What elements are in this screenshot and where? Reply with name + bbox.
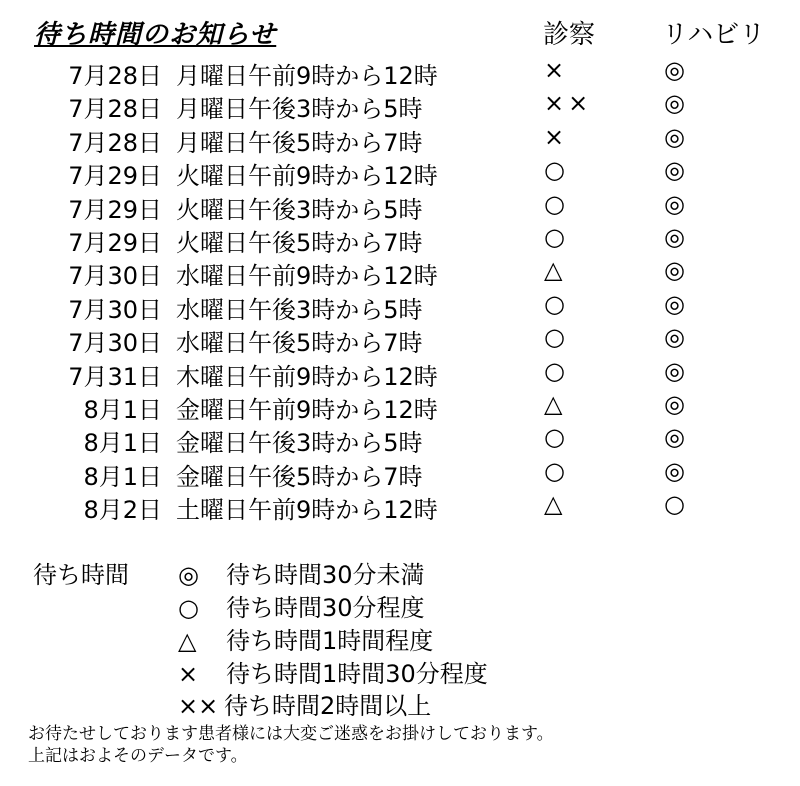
legend-item — [178, 555, 425, 590]
row-exam-status: ○ — [544, 222, 569, 251]
row-rehab-status: ◎ — [664, 156, 685, 185]
legend-item — [178, 686, 431, 721]
table-row — [0, 88, 800, 124]
legend-label: 待ち時間 — [33, 561, 129, 589]
legend-symbol: × — [178, 660, 199, 688]
row-rehab-status: ◎ — [664, 289, 685, 318]
row-time-slot: 月曜日午後3時から5時 — [176, 95, 423, 124]
row-time-slot: 木曜日午前9時から12時 — [176, 362, 438, 391]
column-header-exam: 診察 — [543, 20, 596, 50]
row-exam-status: ○ — [544, 323, 569, 352]
row-time-slot: 月曜日午後5時から7時 — [176, 128, 423, 157]
row-date: 7月30日 — [68, 329, 162, 358]
row-rehab-status: ◎ — [664, 423, 685, 452]
table-row — [0, 356, 800, 389]
row-date: 7月28日 — [68, 95, 162, 124]
row-time-slot: 月曜日午前9時から12時 — [176, 62, 438, 90]
table-row — [0, 489, 800, 525]
row-date: 7月29日 — [68, 162, 162, 191]
row-exam-status: × — [544, 122, 569, 151]
row-time-slot: 金曜日午前9時から12時 — [176, 395, 438, 424]
page-title: 待ち時間のお知らせ — [34, 20, 277, 50]
legend-item — [178, 588, 425, 623]
row-rehab-status: ◎ — [664, 456, 685, 485]
row-time-slot: 火曜日午後5時から7時 — [176, 228, 423, 257]
table-row — [0, 55, 800, 88]
row-date: 7月29日 — [68, 195, 162, 224]
row-rehab-status: ○ — [664, 490, 685, 519]
row-rehab-status: ◎ — [664, 323, 685, 352]
legend-text: 待ち時間30分程度 — [226, 594, 425, 622]
legend-text: 待ち時間1時間30分程度 — [226, 660, 488, 688]
table-row — [0, 322, 800, 358]
row-time-slot: 火曜日午前9時から12時 — [176, 162, 438, 191]
table-row — [0, 456, 800, 489]
row-date: 8月2日 — [83, 496, 162, 525]
table-row — [0, 155, 800, 191]
row-exam-status: ○ — [544, 156, 569, 185]
row-exam-status: ○ — [544, 289, 569, 318]
row-exam-status: △ — [544, 389, 567, 418]
row-time-slot: 水曜日午前9時から12時 — [176, 262, 438, 291]
row-exam-status: ×× — [544, 89, 593, 118]
schedule-table — [0, 55, 800, 525]
table-row — [0, 189, 800, 222]
row-time-slot: 水曜日午後5時から7時 — [176, 329, 423, 358]
row-exam-status: ○ — [544, 456, 569, 485]
row-exam-status: △ — [544, 256, 567, 285]
row-exam-status: ○ — [544, 189, 569, 218]
row-exam-status: ○ — [544, 356, 569, 385]
row-date: 7月30日 — [68, 295, 162, 324]
column-header-rehab: リハビリ — [662, 20, 766, 50]
legend-item — [178, 621, 433, 656]
row-time-slot: 火曜日午後3時から5時 — [176, 195, 423, 224]
table-row — [0, 422, 800, 458]
row-rehab-status: ◎ — [664, 222, 685, 251]
row-rehab-status: ◎ — [664, 256, 685, 285]
row-rehab-status: ◎ — [664, 89, 685, 118]
legend-symbol: ○ — [178, 594, 199, 622]
row-time-slot: 土曜日午前9時から12時 — [176, 496, 438, 525]
table-row — [0, 255, 800, 291]
apology-note: お待たせしております患者様には大変ご迷惑をお掛けしております。 — [28, 724, 554, 744]
legend-symbol: ◎ — [178, 561, 199, 589]
table-row — [0, 389, 800, 422]
legend-text: 待ち時間1時間程度 — [226, 627, 434, 655]
row-exam-status: × — [544, 56, 569, 84]
row-date: 7月28日 — [68, 128, 162, 157]
data-disclaimer-note: 上記はおよそのデータです。 — [28, 746, 248, 766]
row-date: 8月1日 — [83, 395, 162, 424]
row-date: 7月31日 — [68, 362, 162, 391]
legend-item — [178, 654, 488, 689]
row-date: 7月29日 — [68, 228, 162, 257]
row-rehab-status: ◎ — [664, 189, 685, 218]
row-rehab-status: ◎ — [664, 122, 685, 151]
row-rehab-status: ◎ — [664, 389, 685, 418]
legend-text: 待ち時間30分未満 — [226, 561, 425, 589]
row-time-slot: 金曜日午後5時から7時 — [176, 462, 423, 491]
row-date: 7月28日 — [68, 62, 162, 90]
row-exam-status: ○ — [544, 423, 569, 452]
row-exam-status: △ — [544, 490, 567, 519]
table-row — [0, 222, 800, 255]
row-date: 7月30日 — [68, 262, 162, 291]
row-date: 8月1日 — [83, 462, 162, 491]
table-row — [0, 122, 800, 155]
legend-text: 待ち時間2時間以上 — [224, 692, 432, 720]
row-time-slot: 水曜日午後3時から5時 — [176, 295, 423, 324]
row-time-slot: 金曜日午後3時から5時 — [176, 429, 423, 458]
row-rehab-status: ◎ — [664, 56, 685, 84]
legend-symbol: △ — [178, 627, 197, 655]
table-row — [0, 289, 800, 322]
legend-symbol: ×× — [178, 692, 219, 720]
row-date: 8月1日 — [83, 429, 162, 458]
row-rehab-status: ◎ — [664, 356, 685, 385]
